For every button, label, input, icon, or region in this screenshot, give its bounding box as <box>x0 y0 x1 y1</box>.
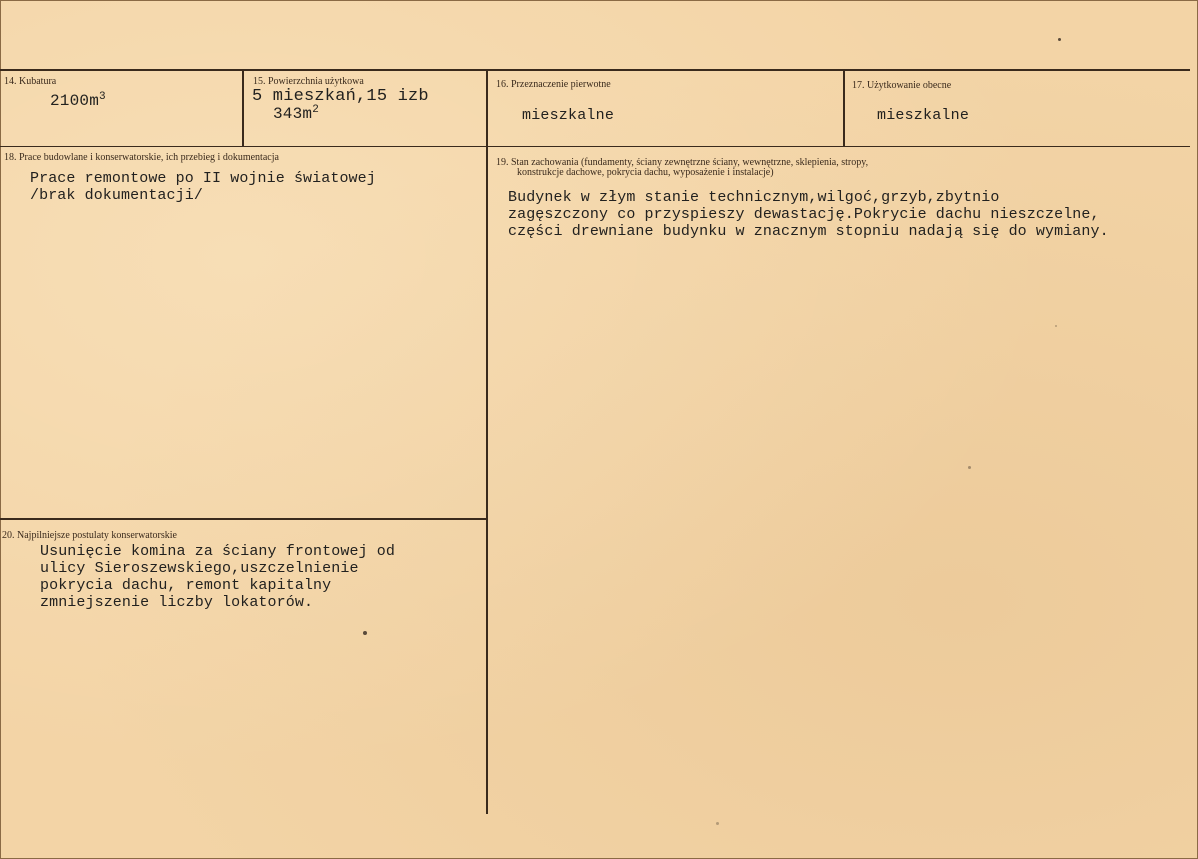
postulaty-line-1: Usunięcie komina za ściany frontowej od <box>40 543 395 560</box>
field-label-prace: 18. Prace budowlane i konserwatorskie, ich przebieg i dokumentacja <box>4 152 279 163</box>
stan-line-3: części drewniane budynku w znacznym stopniu nadają się do wymiany. <box>508 223 1109 240</box>
rule-col-17 <box>843 70 845 146</box>
powierzchnia-area-value: 343m <box>273 105 313 123</box>
field-label-postulaty: 20. Najpilniejsze postulaty konserwatorskie <box>2 530 177 541</box>
field-label-stan-1: 19. Stan zachowania (fundamenty, ściany zewnętrzne ściany, wewnętrzne, sklepienia, stropy, <box>496 157 869 168</box>
uzytkowanie-value: mieszkalne <box>877 107 970 124</box>
stan-line-1: Budynek w złym stanie technicznym,wilgoć,grzyb,zbytnio <box>508 189 1000 206</box>
stan-text <box>508 189 1109 240</box>
przeznaczenie-value: mieszkalne <box>522 107 615 124</box>
postulaty-line-4: zmniejszenie liczby lokatorów. <box>40 594 314 611</box>
postulaty-text <box>40 543 395 611</box>
prace-line-2: /brak dokumentacji/ <box>30 187 203 204</box>
rule-col-16 <box>486 70 488 814</box>
field-label-przeznaczenie: 16. Przeznaczenie pierwotne <box>496 79 611 90</box>
powierzchnia-area-exponent: 2 <box>312 104 320 116</box>
field-value-kubatura <box>50 93 106 110</box>
rule-top <box>0 69 1190 71</box>
postulaty-line-3: pokrycia dachu, remont kapitalny <box>40 577 332 594</box>
stan-line-2: zagęszczony co przyspieszy dewastację.Pokrycie dachu nieszczelne, <box>508 206 1100 223</box>
paper-speck <box>1058 38 1061 41</box>
paper-speck <box>968 466 971 469</box>
rule-row2 <box>0 146 1190 147</box>
powierzchnia-line2 <box>273 106 319 123</box>
prace-text <box>30 170 376 204</box>
field-label-stan-2: konstrukcje dachowe, pokrycia dachu, wyposażenie i instalacje) <box>517 167 774 178</box>
powierzchnia-line1: 5 mieszkań,15 izb <box>252 87 429 106</box>
kubatura-value: 2100m <box>50 92 100 110</box>
paper-speck <box>716 822 719 825</box>
rule-postulaty <box>0 518 488 520</box>
postulaty-line-2: ulicy Sieroszewskiego,uszczelnienie <box>40 560 359 577</box>
field-label-powierzchnia: 15. Powierzchnia użytkowa <box>253 76 364 87</box>
kubatura-unit-exponent: 3 <box>99 91 106 103</box>
prace-line-1: Prace remontowe po II wojnie światowej <box>30 170 376 187</box>
rule-col-15 <box>242 70 244 146</box>
field-label-uzytkowanie: 17. Użytkowanie obecne <box>852 80 952 91</box>
paper-speck <box>363 631 367 635</box>
paper-speck <box>1055 325 1057 327</box>
field-label-kubatura: 14. Kubatura <box>4 76 57 87</box>
